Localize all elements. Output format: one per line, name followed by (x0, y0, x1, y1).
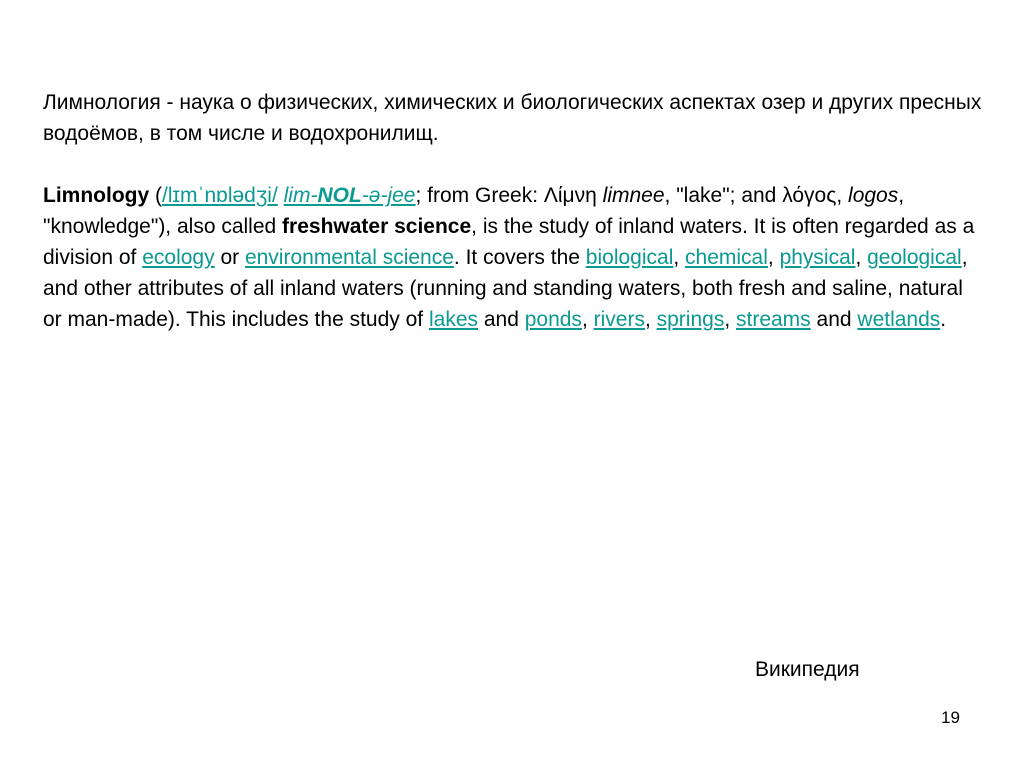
slide-body (43, 87, 983, 335)
intro-paragraph: Лимнология - наука о физических, химических и биологических аспектах озер и других пресных водоёмов, в том числе и водохронилищ. (43, 91, 982, 145)
text-fragment: , (673, 246, 686, 269)
text-fragment: , "knowledge"), also called (43, 184, 905, 238)
link-environmental-science[interactable]: environmental science (244, 246, 454, 269)
link-rivers[interactable]: rivers (593, 308, 645, 331)
text-fragment: , (767, 246, 780, 269)
text-fragment: and (810, 308, 858, 331)
link-lakes[interactable]: lakes (428, 308, 478, 331)
text-fragment: , is the study of inland waters. It is often regarded as a division of (43, 215, 975, 269)
text-fragment: and (478, 308, 525, 331)
text-fragment: , "lake"; and λόγος, (664, 184, 849, 207)
link-geological[interactable]: geological (867, 246, 962, 269)
link-ecology[interactable]: ecology (142, 246, 215, 269)
pronunciation-link[interactable] (284, 184, 416, 207)
link-springs[interactable]: springs (656, 308, 725, 331)
text-fragment: , (581, 308, 594, 331)
text-fragment: or (214, 246, 245, 269)
page-number: 19 (941, 708, 960, 727)
pronunciation-part: -ə-jee (361, 184, 416, 207)
text-fragment: . (940, 308, 947, 331)
text-fragment: , (644, 308, 657, 331)
link-streams[interactable]: streams (736, 308, 811, 331)
text-fragment: , (724, 308, 736, 331)
link-wetlands[interactable]: wetlands (857, 308, 941, 331)
link-chemical[interactable]: chemical (685, 246, 768, 269)
text-fragment: . It covers the (453, 246, 586, 269)
pronunciation-part: lim- (283, 184, 318, 207)
text-fragment: ; from Greek: Λίμνη (415, 184, 603, 207)
term-freshwater-science: freshwater science (282, 215, 472, 238)
term-limnee: limnee (602, 184, 665, 207)
pronunciation-stress: NOL (317, 184, 362, 207)
text-fragment: ( (149, 184, 162, 207)
text-fragment: , and other attributes of all inland waters (running and standing waters, both fresh and saline, natural or man-made). This includes the study of (43, 246, 968, 331)
term-limnology: Limnology (43, 184, 150, 207)
definition-paragraph (43, 180, 983, 335)
link-biological[interactable]: biological (585, 246, 674, 269)
term-logos: logos (848, 184, 899, 207)
link-ponds[interactable]: ponds (524, 308, 582, 331)
source-attribution: Википедия (755, 658, 860, 681)
ipa-link[interactable]: /lɪmˈnɒlədʒi/ (162, 184, 278, 207)
text-fragment: , (855, 246, 868, 269)
link-physical[interactable]: physical (779, 246, 856, 269)
